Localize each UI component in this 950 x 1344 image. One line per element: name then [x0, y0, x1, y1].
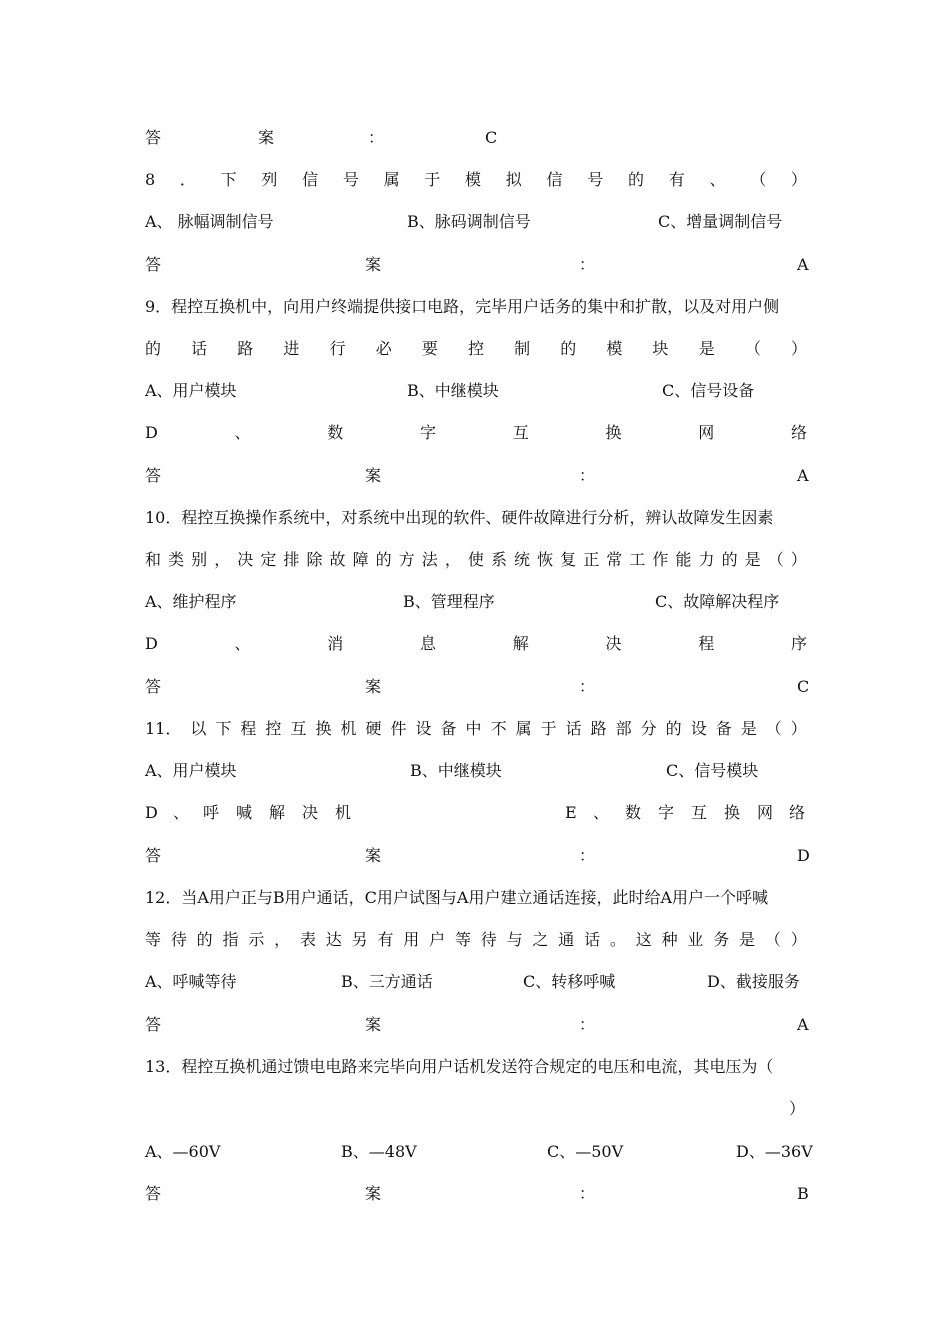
stem-char: 备 [715, 719, 732, 738]
question-12-line-1: 12．当A用户正与B用户通话，C用户试图与A用户建立通话连接，此时给A用户一个呼喊 [145, 888, 769, 907]
question-10-option-d [145, 632, 807, 656]
option-d: D、截接服务 [707, 972, 800, 991]
answer-line-11 [145, 844, 810, 868]
stem-char: 拟 [505, 170, 522, 189]
option-d-char: 、 [234, 423, 251, 442]
stem-char: 的 [627, 170, 644, 189]
option-b: B、中继模块 [407, 381, 499, 400]
stem-char: 排 [283, 550, 300, 569]
stem-char: 控 [467, 339, 484, 358]
stem-char: 能 [675, 550, 692, 569]
option-d-char: 决 [302, 803, 319, 822]
option-c: C、—50V [547, 1142, 624, 1161]
stem-char: ） [790, 719, 807, 738]
answer-label-char: 案 [365, 466, 382, 485]
question-10-line-1: 10．程控互换操作系统中，对系统中出现的软件、硬件故障进行分析，辨认故障发生因素 [145, 508, 774, 527]
option-d-char: 解 [269, 803, 286, 822]
answer-label-char: 案 [365, 1184, 382, 1203]
stem-char: 恢 [537, 550, 554, 569]
answer-label-char: 案 [365, 1015, 382, 1034]
option-e-char: 数 [625, 803, 642, 822]
question-8-options [145, 210, 807, 234]
answer-label-char: 案 [365, 677, 382, 696]
option-e-char: 、 [593, 803, 610, 822]
option-d-char: 机 [335, 803, 352, 822]
question-12-line-2 [145, 928, 807, 952]
stem-char: 的 [145, 339, 162, 358]
stem-char: 8 [145, 170, 156, 189]
option-d-char: 息 [420, 634, 437, 653]
stem-char: 复 [560, 550, 577, 569]
stem-char: 。 [609, 930, 626, 949]
stem-char: ． [179, 170, 196, 189]
answer-colon: ： [579, 846, 596, 865]
answer-line-10 [145, 675, 810, 699]
stem-char: 控 [265, 719, 282, 738]
stem-char: 号 [342, 170, 359, 189]
stem-char: 硬 [365, 719, 382, 738]
stem-char: 下 [215, 719, 232, 738]
option-c: C、故障解决程序 [655, 592, 780, 611]
option-d-char: D [145, 423, 158, 442]
stem-char: 与 [506, 930, 523, 949]
option-d-char: 、 [234, 634, 251, 653]
stem-char: 作 [652, 550, 669, 569]
stem-char: 的 [721, 550, 738, 569]
answer-value: C [797, 677, 810, 696]
stem-char: 力 [698, 550, 715, 569]
stem-char: 换 [315, 719, 332, 738]
option-b: B、—48V [341, 1142, 417, 1161]
answer-value: A [797, 1015, 809, 1034]
stem-char: ） [790, 339, 807, 358]
option-d: D、—36V [736, 1142, 813, 1161]
stem-char: ， [214, 550, 231, 569]
stem-char: 模 [606, 339, 623, 358]
stem-char: 分 [640, 719, 657, 738]
stem-char: 别 [191, 550, 208, 569]
answer-value: D [797, 846, 810, 865]
option-d-char: 喊 [236, 803, 253, 822]
stem-char: 统 [514, 550, 531, 569]
option-c: C、信号设备 [662, 381, 755, 400]
question-9-line-2 [145, 337, 807, 361]
stem-char: （ [765, 719, 782, 738]
answer-label-char: 案 [365, 846, 382, 865]
answer-colon: ： [579, 677, 596, 696]
option-e-char: E [565, 803, 577, 822]
stem-char: 常 [606, 550, 623, 569]
stem-char: 除 [306, 550, 323, 569]
stem-char: 示 [248, 930, 265, 949]
stem-char: 列 [261, 170, 278, 189]
option-d-char: 络 [790, 423, 807, 442]
option-a: A、用户模块 [145, 761, 237, 780]
stem-char: 信 [546, 170, 563, 189]
option-d-char: 、 [173, 803, 190, 822]
stem-char: 话 [565, 719, 582, 738]
stem-char: 障 [352, 550, 369, 569]
stem-char: 是 [744, 550, 761, 569]
stem-char: 不 [490, 719, 507, 738]
stem-char: 指 [222, 930, 239, 949]
stem-char: 的 [375, 550, 392, 569]
stem-char: 种 [661, 930, 678, 949]
stem-char: 决 [237, 550, 254, 569]
option-d-char: D [145, 634, 158, 653]
stem-char: 属 [515, 719, 532, 738]
stem-char: 和 [145, 550, 162, 569]
question-13-line-2 [145, 1097, 807, 1121]
stem-char: （ [767, 550, 784, 569]
option-e-char: 字 [658, 803, 675, 822]
stem-char: 号 [587, 170, 604, 189]
option-c: C、信号模块 [666, 761, 759, 780]
question-11-options-d-e [145, 801, 807, 825]
stem-char: 法 [421, 550, 438, 569]
answer-label-char: 答 [145, 128, 162, 147]
answer-colon: ： [579, 466, 596, 485]
question-8-stem [145, 168, 807, 192]
answer-label-char: 答 [145, 1015, 162, 1034]
stem-char: ） [790, 170, 807, 189]
answer-label-char: 案 [365, 255, 382, 274]
stem-char: 用 [403, 930, 420, 949]
stem-char: 要 [421, 339, 438, 358]
option-d-char: 解 [512, 634, 529, 653]
stem-char: 定 [260, 550, 277, 569]
option-d-char: 互 [512, 423, 529, 442]
answer-line-7 [145, 126, 807, 150]
stem-char: 路 [237, 339, 254, 358]
option-a: A、 脉幅调制信号 [145, 212, 274, 231]
stem-char: （ [764, 930, 781, 949]
stem-char: 中 [465, 719, 482, 738]
stem-char: 话 [191, 339, 208, 358]
option-d-char: 决 [605, 634, 622, 653]
stem-char: 模 [465, 170, 482, 189]
stem-char: 待 [170, 930, 187, 949]
answer-value: A [797, 255, 809, 274]
option-b: B、脉码调制信号 [407, 212, 531, 231]
stem-char: 属 [383, 170, 400, 189]
option-a: A、呼喊等待 [145, 972, 237, 991]
option-b: B、中继模块 [410, 761, 502, 780]
stem-char: 表 [299, 930, 316, 949]
stem-char: 等 [145, 930, 162, 949]
stem-char: 部 [615, 719, 632, 738]
stem-char: 行 [329, 339, 346, 358]
stem-char: 这 [635, 930, 652, 949]
option-c: C、增量调制信号 [658, 212, 783, 231]
stem-char: 通 [558, 930, 575, 949]
question-13-line-1: 13．程控互换机通过馈电电路来完毕向用户话机发送符合规定的电压和电流，其电压为（ [145, 1057, 774, 1076]
option-d-char: 数 [327, 423, 344, 442]
stem-char: 务 [713, 930, 730, 949]
stem-char: 是 [739, 930, 756, 949]
stem-char: 于 [540, 719, 557, 738]
stem-char: 设 [415, 719, 432, 738]
question-10-line-2 [145, 548, 807, 572]
option-d-char: 网 [698, 423, 715, 442]
stem-char: 是 [740, 719, 757, 738]
option-d-char: 字 [420, 423, 437, 442]
stem-char: ， [444, 550, 461, 569]
answer-label-char: 答 [145, 255, 162, 274]
stem-char: 另 [351, 930, 368, 949]
stem-char: 备 [440, 719, 457, 738]
stem-char: 正 [583, 550, 600, 569]
stem-char: 的 [196, 930, 213, 949]
stem-char: 进 [283, 339, 300, 358]
option-a: A、—60V [145, 1142, 221, 1161]
stem-char: 于 [424, 170, 441, 189]
closing-paren: ） [789, 1099, 806, 1118]
stem-char: 设 [690, 719, 707, 738]
stem-char: ， [274, 930, 291, 949]
question-9-option-d [145, 421, 807, 445]
question-12-options [145, 970, 807, 994]
stem-char: 等 [454, 930, 471, 949]
answer-value: C [485, 128, 498, 147]
answer-line-12 [145, 1013, 807, 1037]
option-d-char: 序 [790, 634, 807, 653]
answer-colon: ： [579, 1015, 596, 1034]
stem-char: 系 [490, 550, 507, 569]
option-e-char: 络 [789, 803, 806, 822]
answer-colon: ： [368, 128, 385, 147]
stem-char: 件 [390, 719, 407, 738]
option-e-char: 互 [691, 803, 708, 822]
stem-char: 必 [375, 339, 392, 358]
option-d-char: 程 [698, 634, 715, 653]
option-e-char: 换 [724, 803, 741, 822]
stem-char: 工 [629, 550, 646, 569]
stem-char: （ [750, 170, 767, 189]
stem-char: ） [790, 930, 807, 949]
stem-char: 有 [377, 930, 394, 949]
stem-char: 话 [584, 930, 601, 949]
stem-char: 程 [240, 719, 257, 738]
option-d-char: 呼 [203, 803, 220, 822]
stem-char: （ [744, 339, 761, 358]
stem-char: 互 [290, 719, 307, 738]
stem-char: 类 [168, 550, 185, 569]
question-9-line-1: 9．程控互换机中，向用户终端提供接口电路，完毕用户话务的集中和扩散，以及对用户侧 [145, 297, 780, 316]
answer-line-13 [145, 1182, 807, 1206]
option-a: A、维护程序 [145, 592, 237, 611]
option-d-char: 消 [327, 634, 344, 653]
option-e-char: 网 [757, 803, 774, 822]
stem-char: 块 [652, 339, 669, 358]
question-11-options [145, 759, 807, 783]
stem-char: 的 [665, 719, 682, 738]
stem-char: 制 [514, 339, 531, 358]
answer-line-9 [145, 464, 807, 488]
answer-label-char: 答 [145, 466, 162, 485]
stem-char: 之 [532, 930, 549, 949]
option-d-char: D [145, 803, 158, 822]
stem-char: 信 [302, 170, 319, 189]
answer-colon: ： [579, 1184, 596, 1203]
option-d-char: 换 [605, 423, 622, 442]
question-9-options [145, 379, 807, 403]
answer-label-char: 答 [145, 1184, 162, 1203]
option-a: A、用户模块 [145, 381, 237, 400]
question-11-stem [145, 717, 807, 741]
stem-char: 路 [590, 719, 607, 738]
answer-label-char: 答 [145, 846, 162, 865]
option-b: B、管理程序 [403, 592, 495, 611]
stem-char: 、 [709, 170, 726, 189]
stem-char: 待 [480, 930, 497, 949]
answer-line-8 [145, 253, 807, 277]
stem-char: 有 [668, 170, 685, 189]
stem-char: 达 [325, 930, 342, 949]
stem-char: 以 [190, 719, 207, 738]
stem-char: 机 [340, 719, 357, 738]
stem-char: 下 [220, 170, 237, 189]
answer-value: A [797, 466, 809, 485]
answer-label-char: 案 [258, 128, 275, 147]
stem-char: 的 [560, 339, 577, 358]
stem-char: 11． [145, 719, 182, 738]
stem-char: 业 [687, 930, 704, 949]
answer-colon: ： [579, 255, 596, 274]
answer-label-char: 答 [145, 677, 162, 696]
option-b: B、三方通话 [341, 972, 433, 991]
option-c: C、转移呼喊 [523, 972, 616, 991]
question-13-options [145, 1140, 813, 1164]
stem-char: 是 [698, 339, 715, 358]
question-10-options [145, 590, 807, 614]
stem-char: 方 [398, 550, 415, 569]
stem-char: ） [790, 550, 807, 569]
stem-char: 使 [467, 550, 484, 569]
stem-char: 故 [329, 550, 346, 569]
stem-char: 户 [429, 930, 446, 949]
answer-value: B [797, 1184, 809, 1203]
